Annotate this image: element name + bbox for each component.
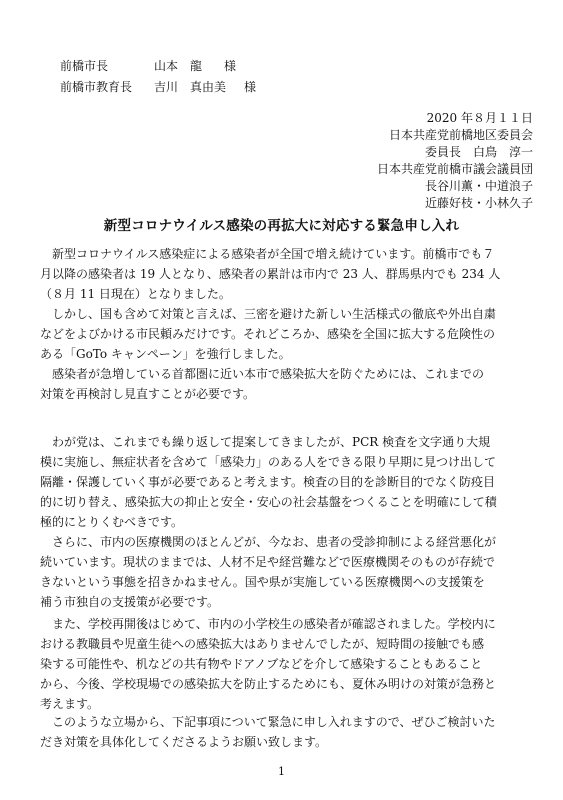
paragraph-line: から、今後、学校現場での感染拡大を防止するためにも、夏休み明けの対策が急務と <box>40 677 497 691</box>
sender-block <box>377 110 533 212</box>
paragraph-line: おける教職員や児童生徒への感染拡大はありませんでしたが、短時間の接触でも感 <box>40 637 485 651</box>
paragraph-line: 感染者が急増している首都圏に近い本市で感染拡大を防ぐためには、これまでの <box>40 367 485 381</box>
paragraph-line: 的に切り替え、感染拡大の抑止と安全・安心の社会基盤をつくることを明確にして積 <box>40 495 497 509</box>
paragraph <box>40 614 532 714</box>
paragraph <box>40 364 532 404</box>
addressee-name: 吉川 真由美 <box>154 80 227 94</box>
letter-date: 2020 年８月１１日 <box>426 111 533 125</box>
sender-line: 近藤好枝・小林久子 <box>424 196 533 210</box>
paragraph-line: 考えます。 <box>40 697 100 711</box>
paragraph-line: ある「GoTo キャンペーン」を強行しました。 <box>40 347 291 361</box>
paragraph-line: わが党は、これまでも繰り返して提案してきましたが、PCR 検査を文字通り大規 <box>40 435 491 449</box>
paragraph-line: 補う市独自の支援策が必要です。 <box>40 595 220 609</box>
paragraph-line: このような立場から、下記事項について緊急に申し入れますので、ぜひご検討いた <box>40 715 496 729</box>
addressee-honorific: 様 <box>224 59 237 73</box>
paragraph <box>40 304 532 364</box>
paragraph-line: 月以降の感染者は 19 人となり、感染者の累計は市内で 23 人、群馬県内でも 234 人 <box>40 267 501 281</box>
sender-line: 日本共産党前橋地区委員会 <box>388 128 533 142</box>
paragraph-line: 模に実施し、無症状者を含めて「感染力」のある人をできる限り早期に見つけ出して <box>40 455 497 469</box>
addressee-honorific: 様 <box>244 80 257 94</box>
paragraph-line: （８月 11 日現在）となりました。 <box>40 287 231 301</box>
addressee-role: 前橋市教育長 <box>60 80 133 94</box>
page-number: 1 <box>278 765 285 778</box>
paragraph-line: 続いています。現状のままでは、人材不足や経営難などで医療機関そのものが存続で <box>40 555 496 569</box>
addressee-role: 前橋市長 <box>60 59 109 73</box>
paragraph-line: さらに、市内の医療機関のほとんどが、今なお、患者の受診抑制による経営悪化が <box>40 535 497 549</box>
paragraph <box>40 244 532 304</box>
paragraph-line: 染する可能性や、机などの共有物やドアノブなどを介して感染することもあること <box>40 657 483 671</box>
paragraph-line: また、学校再開後はじめて、市内の小学校生の感染者が確認されました。学校内に <box>40 617 496 631</box>
paragraph-line: 極的にとりくむべきです。 <box>40 515 184 529</box>
addressee-superintendent <box>60 79 256 95</box>
paragraph <box>40 532 532 612</box>
paragraph-line: 隔離・保護していく事が必要であると考えます。検査の目的を診断目的でなく防疫目 <box>40 475 496 489</box>
paragraph <box>40 712 532 752</box>
paragraph-line: 新型コロナウイルス感染症による感染者が全国で増え続けています。前橋市でも７ <box>40 247 495 261</box>
sender-line: 長谷川薫・中道浪子 <box>424 179 533 193</box>
paragraph <box>40 432 532 532</box>
document-title: 新型コロナウイルス感染の再拡大に対応する緊急申し入れ <box>103 218 460 234</box>
paragraph-line: しかし、国も含めて対策と言えば、三密を避けた新しい生活様式の徹底や外出自粛 <box>40 307 497 321</box>
sender-line: 日本共産党前橋市議会議員団 <box>376 162 533 176</box>
paragraph-line: などをよびかける市民頼みだけです。それどころか、感染を全国に拡大する危険性の <box>40 327 496 341</box>
paragraph-line: だき対策を具体化してくださるようお願い致します。 <box>40 735 328 749</box>
paragraph-line: 対策を再検討し見直すことが必要です。 <box>40 387 256 401</box>
paragraph-line: きないという事態を招きかねません。国や県が実施している医療機関への支援策を <box>40 575 485 589</box>
addressee-name: 山本 龍 <box>154 59 203 73</box>
addressee-mayor <box>60 58 236 74</box>
sender-line: 委員長 白鳥 淳一 <box>424 145 533 159</box>
